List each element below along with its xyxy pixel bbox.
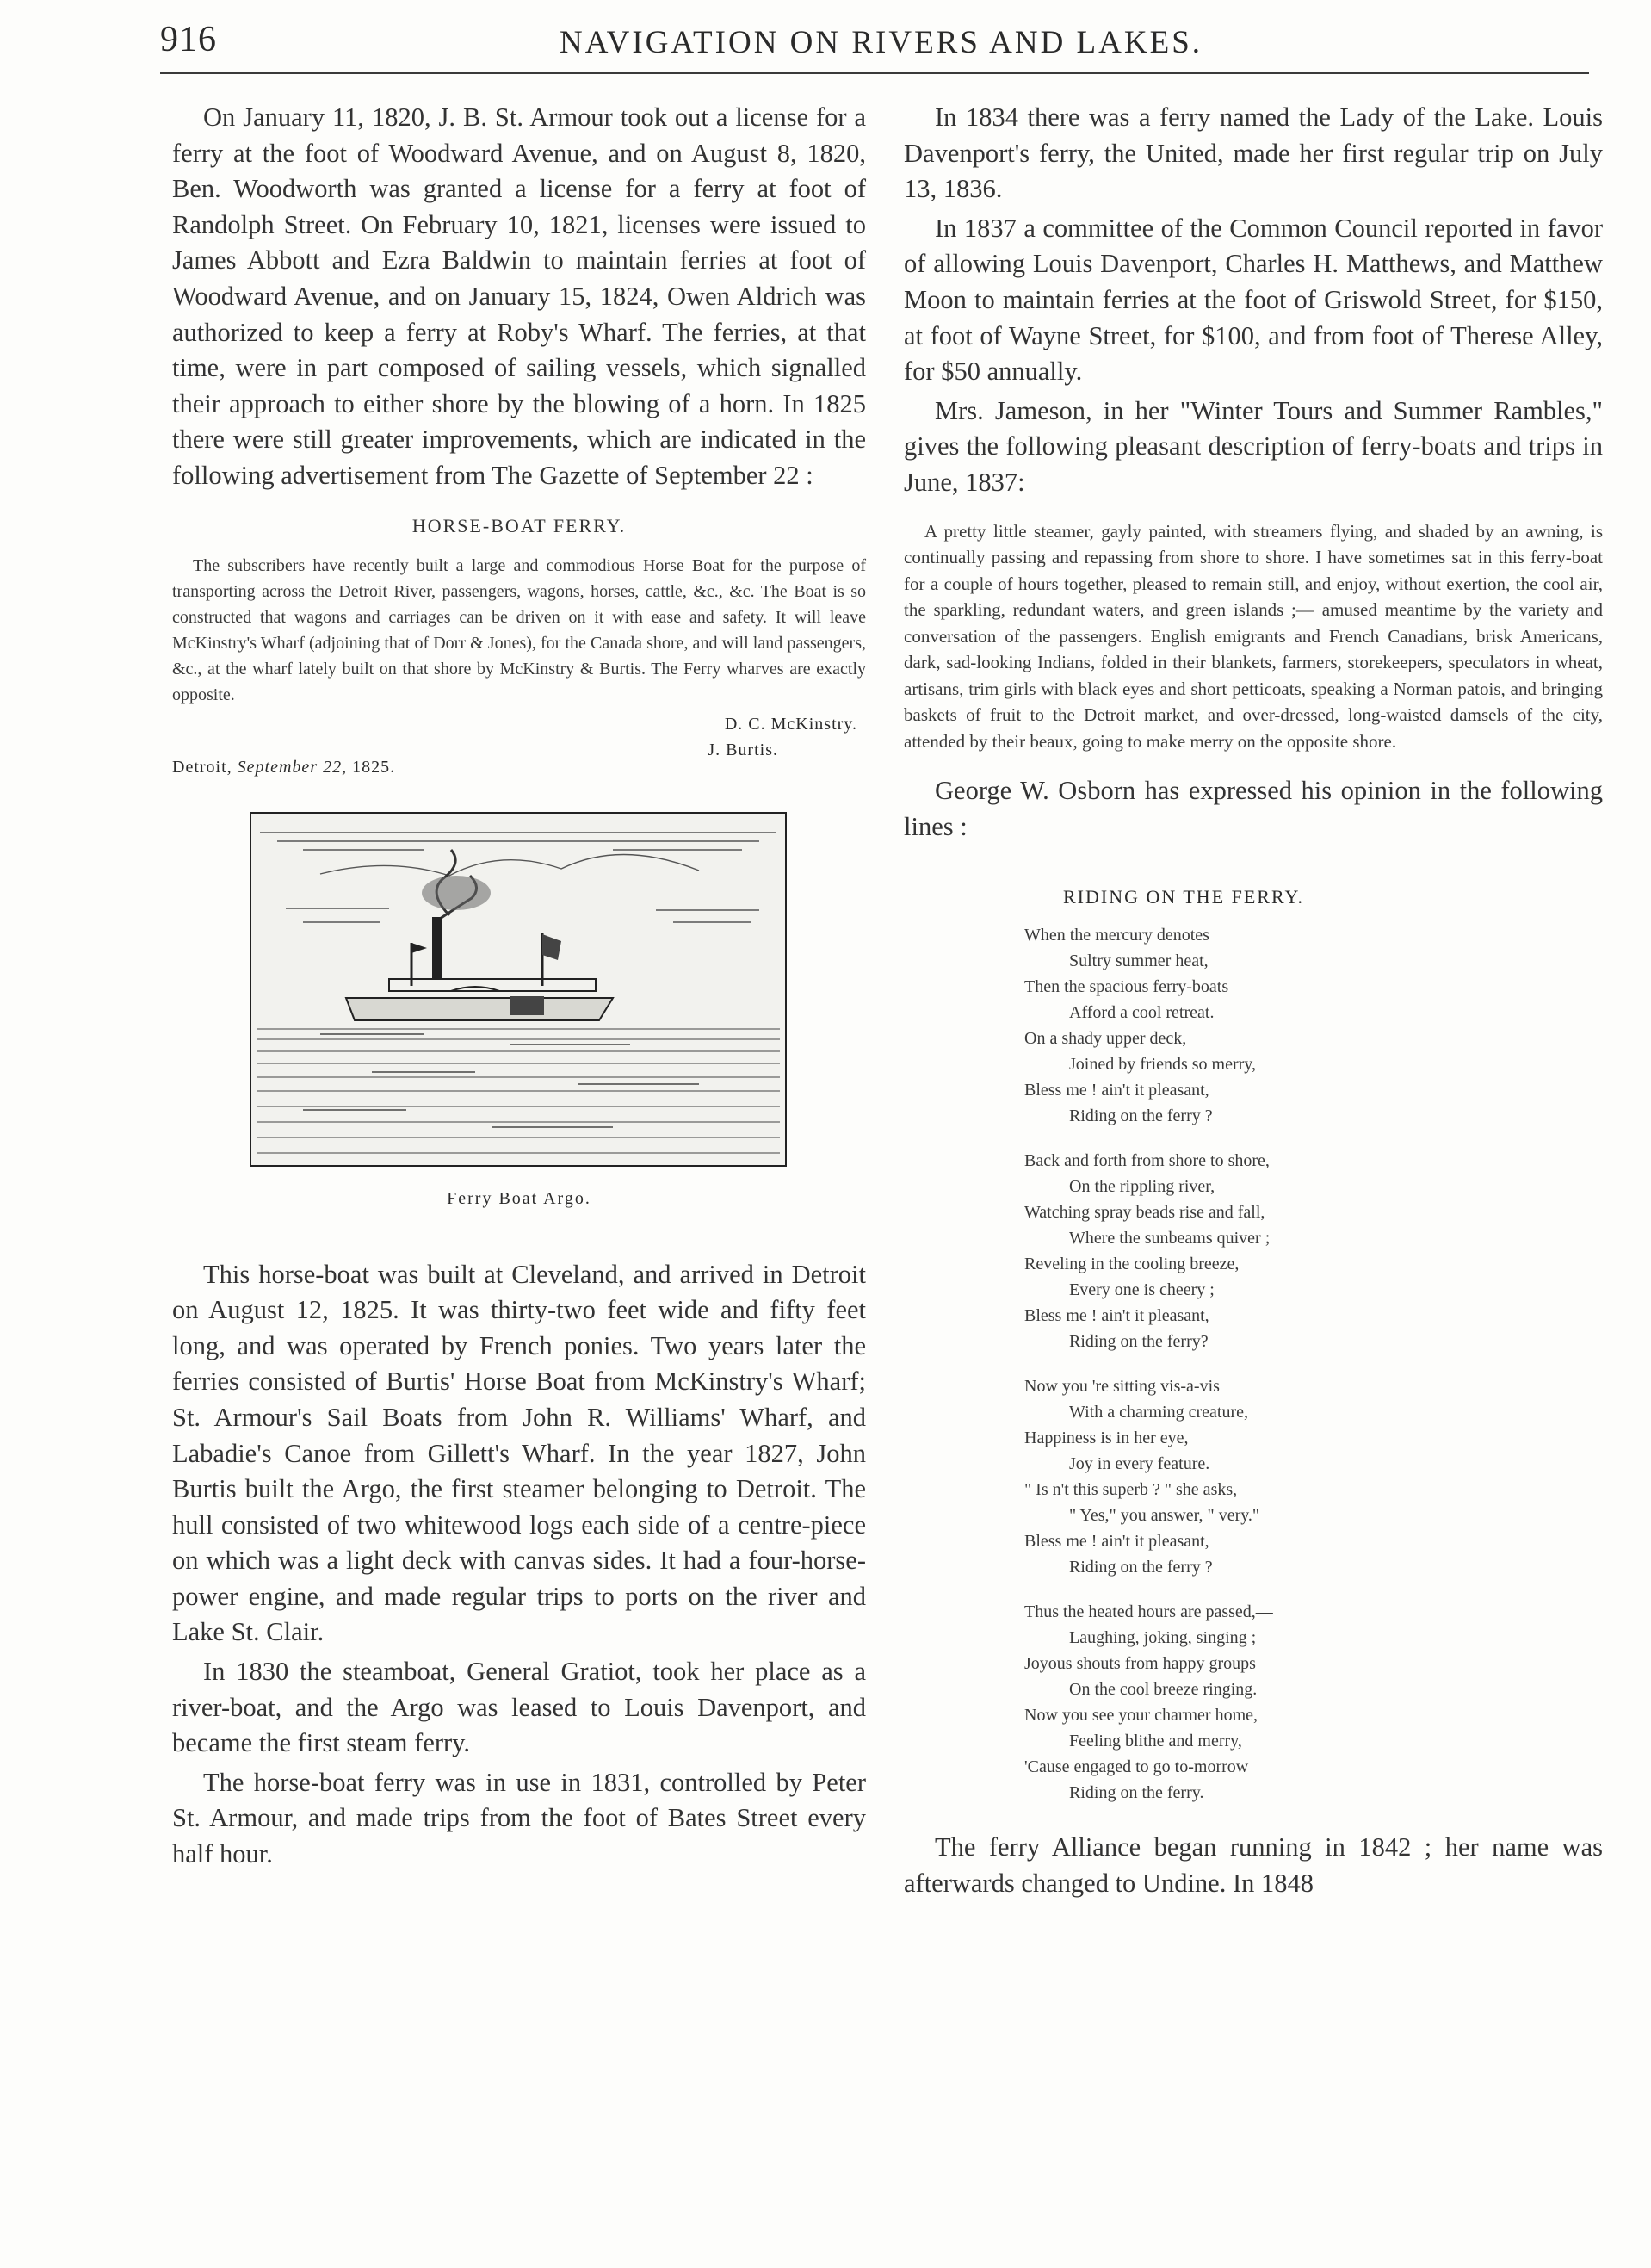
poem-verse-line: Happiness is in her eye,	[1024, 1428, 1189, 1448]
header-rule	[160, 72, 1589, 74]
poem-verse-line: Joy in every feature.	[1069, 1454, 1210, 1474]
page-number: 916	[160, 20, 217, 59]
right-paragraph-4: George W. Osborn has expressed his opinion in the following lines :	[904, 776, 1603, 841]
left-paragraph-4: The horse-boat ferry was in use in 1831, controlled by Peter St. Armour, and made trips from the foot of Bates Street every half hour.	[172, 1767, 866, 1869]
dateline-year: 1825.	[352, 757, 396, 777]
poem-verse-line: Afford a cool retreat.	[1069, 1003, 1215, 1023]
poem-verse-line: " Yes," you answer, " very."	[1069, 1506, 1260, 1526]
left-paragraph-1: On January 11, 1820, J. B. St. Armour took out a license for a ferry at the foot of Woodward Avenue, and on August 8, 1820, Ben. Woodworth was granted a license for a ferry at foot of Randolph Street. On February 10, 1821, licenses were issued to James Abbott and Ezra Baldwin to maintain ferries at foot of Woodward Avenue, and on January 15, 1824, Owen Aldrich was authorized to keep a ferry at Roby's Wharf. The ferries, at that time, were in part composed of sailing vessels, which signalled their approach to either shore by the blowing of a horn. In 1825 there were still greater improvements, which are indicated in the following advertisement from The Gazette of September 22 :	[172, 102, 866, 490]
poem-verse-line: Feeling blithe and merry,	[1069, 1732, 1242, 1751]
ferry-boat-engraving	[250, 812, 787, 1167]
notice-title: HORSE-BOAT FERRY.	[411, 514, 627, 536]
poem-stanza	[1024, 922, 1603, 1129]
poem-stanza	[1024, 1148, 1603, 1354]
poem-verse-line: Bless me ! ain't it pleasant,	[1024, 1306, 1209, 1326]
right-paragraph-5: The ferry Alliance began running in 1842 ; her name was afterwards changed to Undine. In 1848	[904, 1832, 1603, 1898]
poem-stanza	[1024, 1599, 1603, 1806]
poem-verse-line: 'Cause engaged to go to-morrow	[1024, 1757, 1249, 1777]
poem-verse-line: Laughing, joking, singing ;	[1069, 1628, 1257, 1648]
poem-verse-line: Riding on the ferry ?	[1069, 1558, 1213, 1577]
poem-verse-line: Bless me ! ain't it pleasant,	[1024, 1081, 1209, 1100]
figure-caption: Ferry Boat Argo.	[447, 1188, 591, 1208]
running-head: NAVIGATION ON RIVERS AND LAKES.	[560, 25, 1203, 60]
poem-verse-line: Where the sunbeams quiver ;	[1069, 1229, 1271, 1249]
right-paragraph-3: Mrs. Jameson, in her "Winter Tours and Summer Rambles," gives the following pleasant description of ferry-boats and trips in June, 1837:	[904, 395, 1603, 497]
ferry-boat-illustration	[251, 814, 785, 1165]
advertisement-notice	[172, 515, 866, 778]
poem-verse-line: Now you 're sitting vis-a-vis	[1024, 1377, 1220, 1397]
right-paragraph-2: In 1837 a committee of the Common Council reported in favor of allowing Louis Davenport, Charles H. Matthews, and Matthew Moon to maintain ferries at the foot of Griswold Street, for $150, at foot of Wayne Street, for $100, and from foot of Therese Alley, for $50 annually.	[904, 213, 1603, 387]
poem-verse-line: Thus the heated hours are passed,—	[1024, 1602, 1273, 1622]
notice-signatures	[172, 711, 866, 763]
poem-verse-line: Bless me ! ain't it pleasant,	[1024, 1532, 1209, 1552]
poem-stanzas	[904, 922, 1603, 1806]
poem-verse-line: " Is n't this superb ? " she asks,	[1024, 1480, 1238, 1500]
poem-verse-line: Now you see your charmer home,	[1024, 1706, 1258, 1726]
dateline-date: September 22,	[237, 757, 348, 777]
poem-verse-line: Reveling in the cooling breeze,	[1024, 1255, 1240, 1274]
poem-verse-line: Joined by friends so merry,	[1069, 1055, 1256, 1075]
poem-verse-line: Then the spacious ferry-boats	[1024, 977, 1229, 997]
poem-verse-line: When the mercury denotes	[1024, 926, 1209, 945]
poem-verse-line: Joyous shouts from happy groups	[1024, 1654, 1256, 1674]
poem-verse-line: On the rippling river,	[1069, 1177, 1215, 1197]
poem	[904, 886, 1603, 1806]
poem-verse-line: Riding on the ferry?	[1069, 1332, 1209, 1352]
poem-verse-line: On the cool breeze ringing.	[1069, 1680, 1258, 1700]
poem-verse-line: Every one is cheery ;	[1069, 1280, 1215, 1300]
poem-verse-line: Watching spray beads rise and fall,	[1024, 1203, 1265, 1223]
signature-mckinstry: D. C. McKinstry.	[724, 714, 857, 734]
right-column	[904, 100, 1603, 1901]
left-column	[172, 100, 866, 1873]
jameson-quote: A pretty little steamer, gayly painted, with streamers flying, and shaded by an awning, is continually passing and repassing from shore to shore. I have sometimes sat in this ferry-boat for a couple of hours together, pleased to remain still, and enjoy, without exertion, the cool air, the sparkling, redundant waters, and green islands ;— amused meantime by the variety and conversation of the passengers. English emigrants and French Canadians, brisk Americans, dark, sad-looking Indians, folded in their blankets, farmers, storekeepers, speculators in wheat, artisans, trim girls with black eyes and short petticoats, speaking a Norman patois, and bringing baskets of fruit to the Detroit market, and over-dressed, long-waisted damsels of the city, attended by their beaux, going to make merry on the opposite shore.	[904, 520, 1603, 752]
poem-title: RIDING ON THE FERRY.	[1063, 886, 1304, 908]
left-paragraph-3: In 1830 the steamboat, General Gratiot, took her place as a river-boat, and the Argo was leased to Louis Davenport, and became the first steam ferry.	[172, 1657, 866, 1758]
signature-burtis: J. Burtis.	[708, 740, 778, 759]
poem-verse-line: Riding on the ferry ?	[1069, 1106, 1213, 1126]
poem-verse-line: On a shady upper deck,	[1024, 1029, 1187, 1049]
poem-verse-line: Back and forth from shore to shore,	[1024, 1151, 1270, 1171]
poem-verse-line: With a charming creature,	[1069, 1403, 1248, 1422]
left-paragraph-2: This horse-boat was built at Cleveland, and arrived in Detroit on August 12, 1825. It was thirty-two feet wide and fifty feet long, and was operated by French ponies. Two years later the ferries consisted of Burtis' Horse Boat from McKinstry's Wharf; St. Armour's Sail Boats from John R. Williams' Wharf, and Labadie's Canoe from Gillett's Wharf. In the year 1827, John Burtis built the Argo, the first steamer belonging to Detroit. The hull consisted of two whitewood logs each side of a centre-piece on which was a light deck with canvas sides. It had a four-horse-power engine, and made regular trips to ports on the river and Lake St. Clair.	[172, 1259, 866, 1647]
poem-verse-line: Sultry summer heat,	[1069, 951, 1209, 971]
poem-verse-line: Riding on the ferry.	[1069, 1783, 1204, 1803]
dateline-place: Detroit,	[172, 757, 232, 777]
right-paragraph-1: In 1834 there was a ferry named the Lady of the Lake. Louis Davenport's ferry, the United, made her first regular trip on July 13, 1836.	[904, 102, 1603, 204]
poem-stanza	[1024, 1373, 1603, 1580]
notice-body: The subscribers have recently built a large and commodious Horse Boat for the purpose of transporting across the Detroit River, passengers, wagons, horses, cattle, &c., &c. The Boat is so constructed that wagons and carriages can be driven on it with ease and safety. It will leave McKinstry's Wharf (adjoining that of Dorr & Jones), for the Canada shore, and will land passengers, &c., at the wharf lately built on that shore by McKinstry & Burtis. The Ferry wharves are exactly opposite.	[172, 555, 866, 704]
